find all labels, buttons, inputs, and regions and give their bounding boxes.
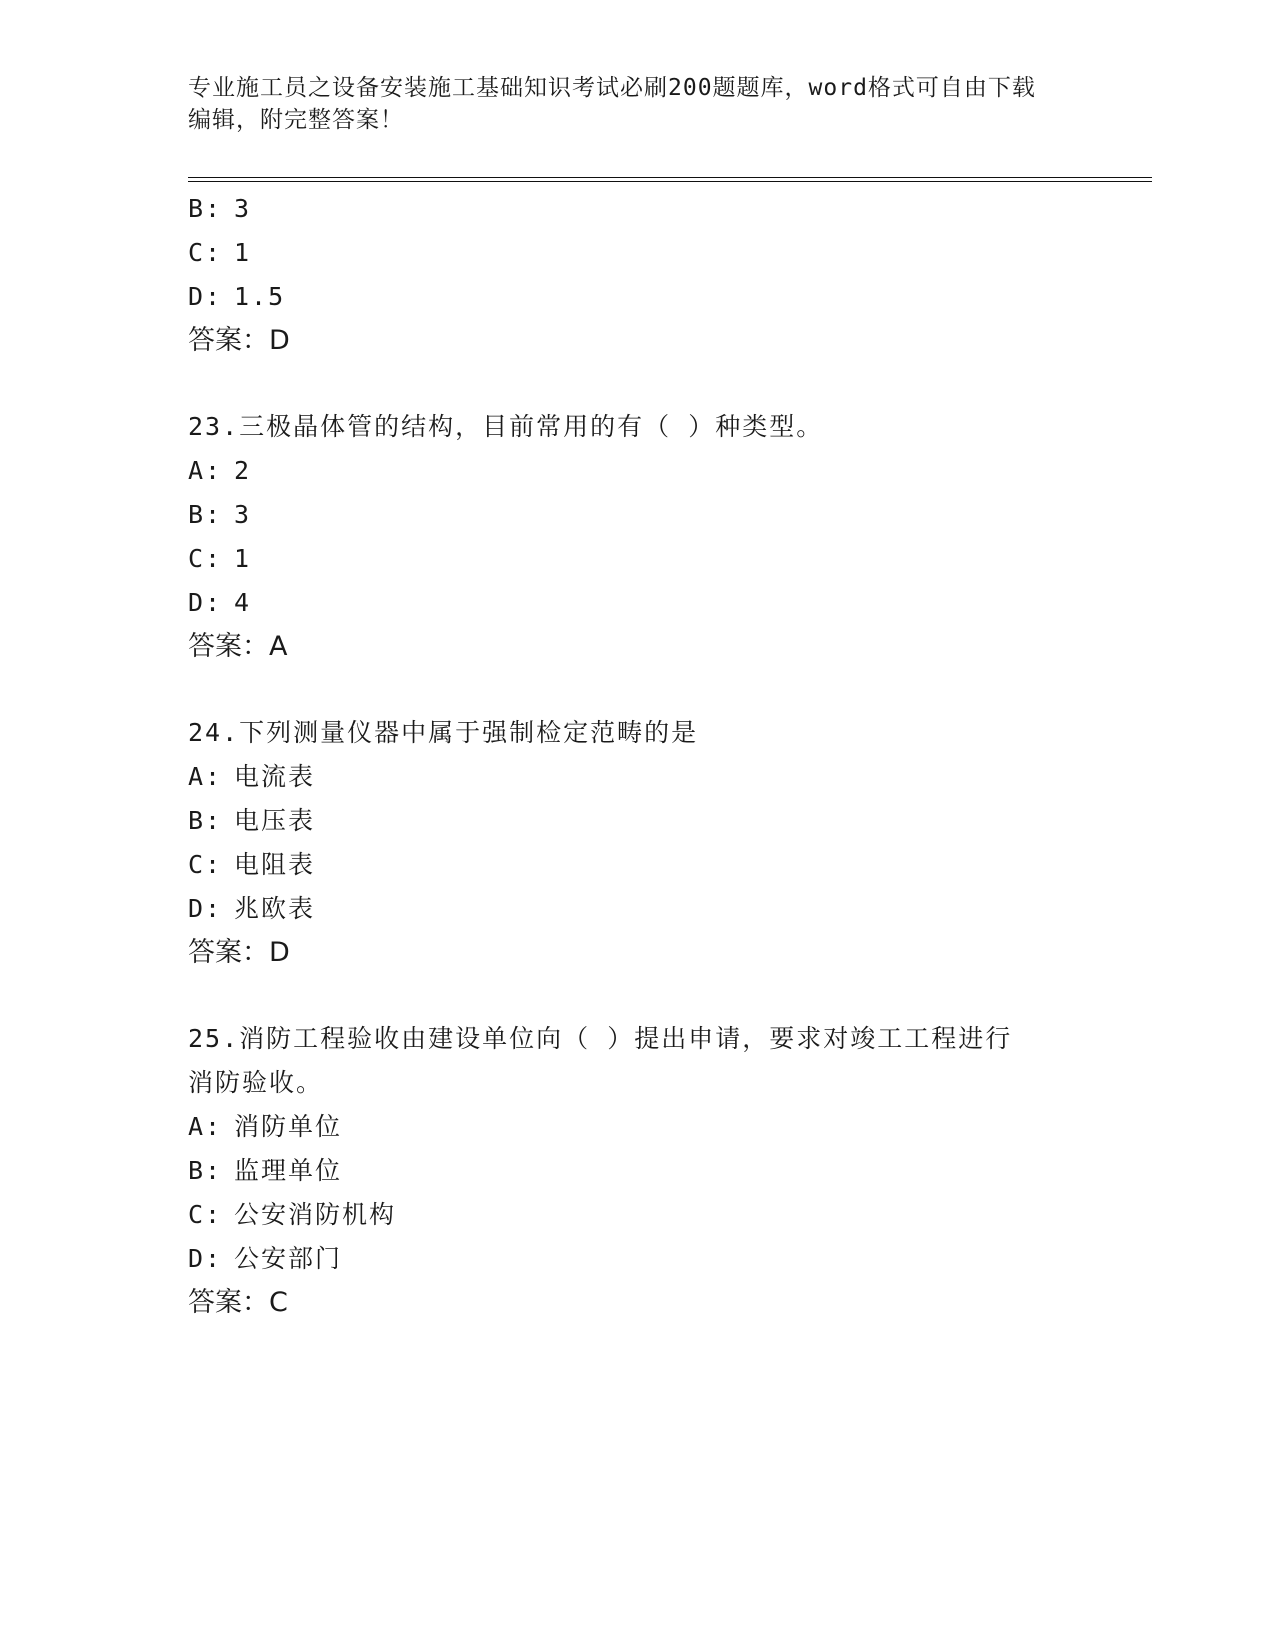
option-b — [188, 1156, 342, 1186]
option-text: 1 — [234, 238, 252, 267]
option-letter: C: — [188, 238, 223, 267]
option-letter: D: — [188, 894, 223, 923]
option-d — [188, 282, 285, 312]
option-text: 消防单位 — [234, 1112, 343, 1141]
option-d — [188, 1244, 342, 1274]
option-c — [188, 544, 251, 574]
option-text: 公安消防机构 — [234, 1200, 397, 1229]
question-title: 24.下列测量仪器中属于强制检定范畴的是 — [188, 718, 699, 747]
header-line-1: 专业施工员之设备安装施工基础知识考试必刷200题题库，word格式可自由下载 — [188, 75, 1036, 101]
option-text: 1 — [234, 544, 252, 573]
question-title-continued: 消防验收。 — [188, 1068, 324, 1097]
answer-line: 答案：C — [188, 1287, 288, 1318]
header-line-2: 编辑，附完整答案！ — [188, 107, 404, 133]
option-c — [188, 238, 251, 268]
header-divider-top — [188, 177, 1152, 178]
answer-line: 答案：A — [188, 631, 288, 662]
option-letter: D: — [188, 1244, 223, 1273]
option-text: 3 — [234, 194, 252, 223]
option-b — [188, 500, 251, 530]
option-letter: C: — [188, 850, 223, 879]
option-letter: D: — [188, 282, 223, 311]
answer-line: 答案：D — [188, 937, 290, 968]
option-a — [188, 1112, 342, 1142]
option-c — [188, 850, 315, 880]
option-b — [188, 806, 315, 836]
option-letter: C: — [188, 1200, 223, 1229]
option-letter: B: — [188, 194, 223, 223]
answer-line: 答案：D — [188, 325, 290, 356]
option-letter: D: — [188, 588, 223, 617]
question-title: 23.三极晶体管的结构，目前常用的有（ ）种类型。 — [188, 412, 824, 441]
option-letter: B: — [188, 500, 223, 529]
option-d — [188, 894, 315, 924]
option-d — [188, 588, 251, 618]
option-letter: A: — [188, 456, 223, 485]
option-letter: A: — [188, 762, 223, 791]
option-text: 2 — [234, 456, 252, 485]
option-text: 公安部门 — [234, 1244, 343, 1273]
option-text: 电压表 — [234, 806, 316, 835]
option-text: 电流表 — [234, 762, 316, 791]
option-c — [188, 1200, 396, 1230]
option-text: 兆欧表 — [234, 894, 316, 923]
option-text: 监理单位 — [234, 1156, 343, 1185]
document-header — [188, 72, 1088, 136]
option-letter: B: — [188, 1156, 223, 1185]
option-text: 4 — [234, 588, 252, 617]
option-b — [188, 194, 251, 224]
option-text: 3 — [234, 500, 252, 529]
option-letter: C: — [188, 544, 223, 573]
option-letter: B: — [188, 806, 223, 835]
header-divider-bottom — [188, 181, 1152, 182]
option-a — [188, 762, 315, 792]
option-text: 电阻表 — [234, 850, 316, 879]
option-letter: A: — [188, 1112, 223, 1141]
question-title: 25.消防工程验收由建设单位向（ ）提出申请，要求对竣工工程进行 — [188, 1024, 1013, 1053]
option-text: 1.5 — [234, 282, 286, 311]
option-a — [188, 456, 251, 486]
